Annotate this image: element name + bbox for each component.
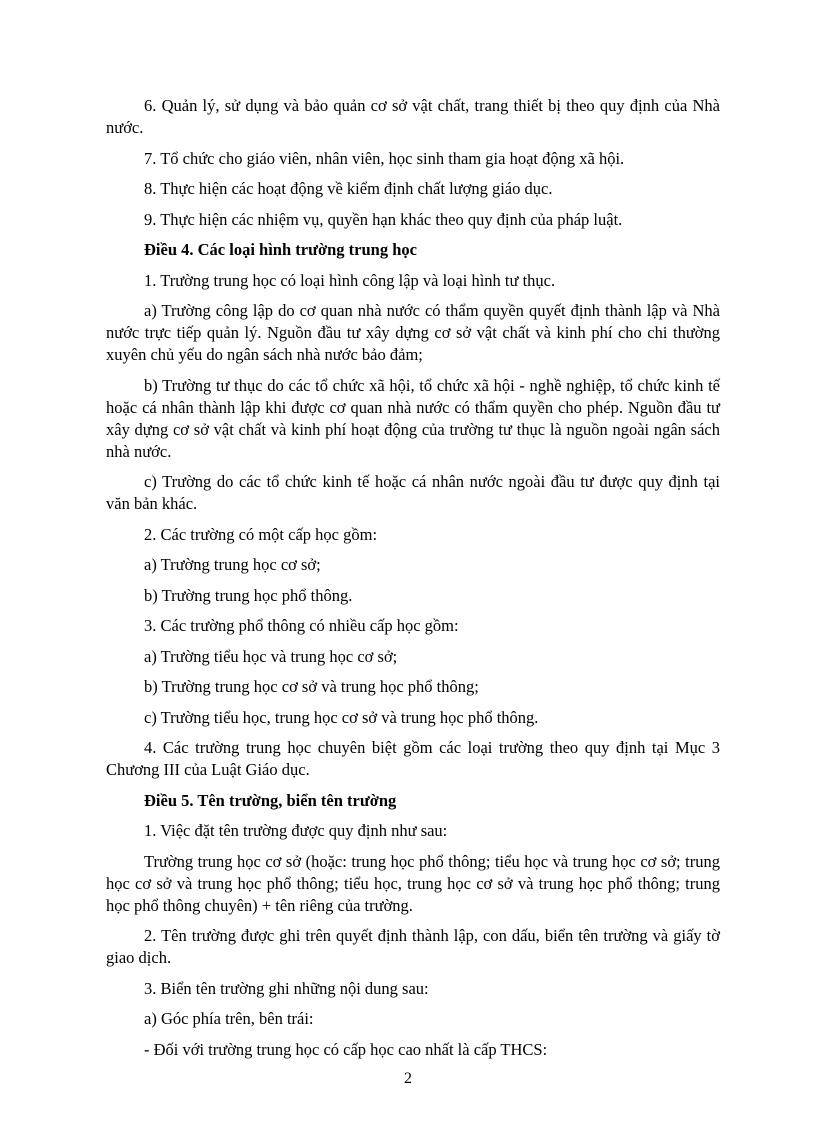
- paragraph: 1. Trường trung học có loại hình công lập và loại hình tư thục.: [144, 270, 556, 290]
- paragraph: a) Góc phía trên, bên trái:: [144, 1009, 314, 1028]
- paragraph: c) Trường tiểu học, trung học cơ sở và trung học phổ thông.: [144, 707, 539, 727]
- paragraph: 3. Các trường phổ thông có nhiều cấp học gồm:: [144, 616, 459, 635]
- paragraph: a) Trường tiểu học và trung học cơ sở;: [144, 646, 398, 666]
- paragraph: 4. Các trường trung học chuyên biệt gồm các loại trường theo quy định tại Mục 3 Chương III của Luật Giáo dục.: [106, 738, 720, 779]
- paragraph: 2. Các trường có một cấp học gồm:: [144, 524, 378, 544]
- paragraph: 2. Tên trường được ghi trên quyết định thành lập, con dấu, biển tên trường và giấy tờ giao dịch.: [106, 926, 720, 967]
- paragraph: b) Trường tư thục do các tổ chức xã hội, tổ chức xã hội - nghề nghiệp, tổ chức kinh tế hoặc cá nhân thành lập khi được cơ quan nhà nước có thẩm quyền cho phép. Nguồn đầu tư xây dựng cơ sở vật chất và kinh phí hoạt động của trường tư thục là nguồn ngoài ngân sách nhà nước.: [106, 375, 720, 461]
- paragraph: - Đối với trường trung học có cấp học cao nhất là cấp THCS:: [144, 1039, 548, 1059]
- page-number: 2: [404, 1070, 412, 1087]
- paragraph: Trường trung học cơ sở (hoặc: trung học phổ thông; tiểu học và trung học cơ sở; trung học cơ sở và trung học phổ thông; tiểu học, trung học cơ sở và trung học phổ thông; trung học phổ thông chuyên) + tên riêng của trường.: [106, 851, 720, 915]
- paragraph: c) Trường do các tổ chức kinh tế hoặc cá nhân nước ngoài đầu tư được quy định tại văn bản khác.: [106, 472, 720, 513]
- document-body: [106, 95, 720, 1069]
- paragraph: a) Trường công lập do cơ quan nhà nước có thẩm quyền quyết định thành lập và Nhà nước trực tiếp quản lý. Nguồn đầu tư xây dựng cơ sở vật chất và kinh phí cho chi thường xuyên chủ yếu do ngân sách nhà nước bảo đảm;: [106, 301, 720, 364]
- paragraph: 8. Thực hiện các hoạt động về kiểm định chất lượng giáo dục.: [144, 179, 553, 198]
- paragraph: 1. Việc đặt tên trường được quy định như sau:: [144, 821, 448, 840]
- article-4-heading: Điều 4. Các loại hình trường trung học: [144, 240, 417, 259]
- paragraph: a) Trường trung học cơ sở;: [144, 555, 321, 574]
- paragraph: 3. Biển tên trường ghi những nội dung sau:: [144, 978, 429, 998]
- paragraph: 7. Tổ chức cho giáo viên, nhân viên, học sinh tham gia hoạt động xã hội.: [144, 148, 625, 168]
- paragraph: 9. Thực hiện các nhiệm vụ, quyền hạn khác theo quy định của pháp luật.: [144, 209, 623, 229]
- article-5-heading: Điều 5. Tên trường, biển tên trường: [144, 790, 397, 810]
- paragraph: b) Trường trung học phổ thông.: [144, 585, 353, 605]
- paragraph: 6. Quản lý, sử dụng và bảo quản cơ sở vật chất, trang thiết bị theo quy định của Nhà nước.: [106, 96, 720, 137]
- paragraph: b) Trường trung học cơ sở và trung học phổ thông;: [144, 677, 479, 696]
